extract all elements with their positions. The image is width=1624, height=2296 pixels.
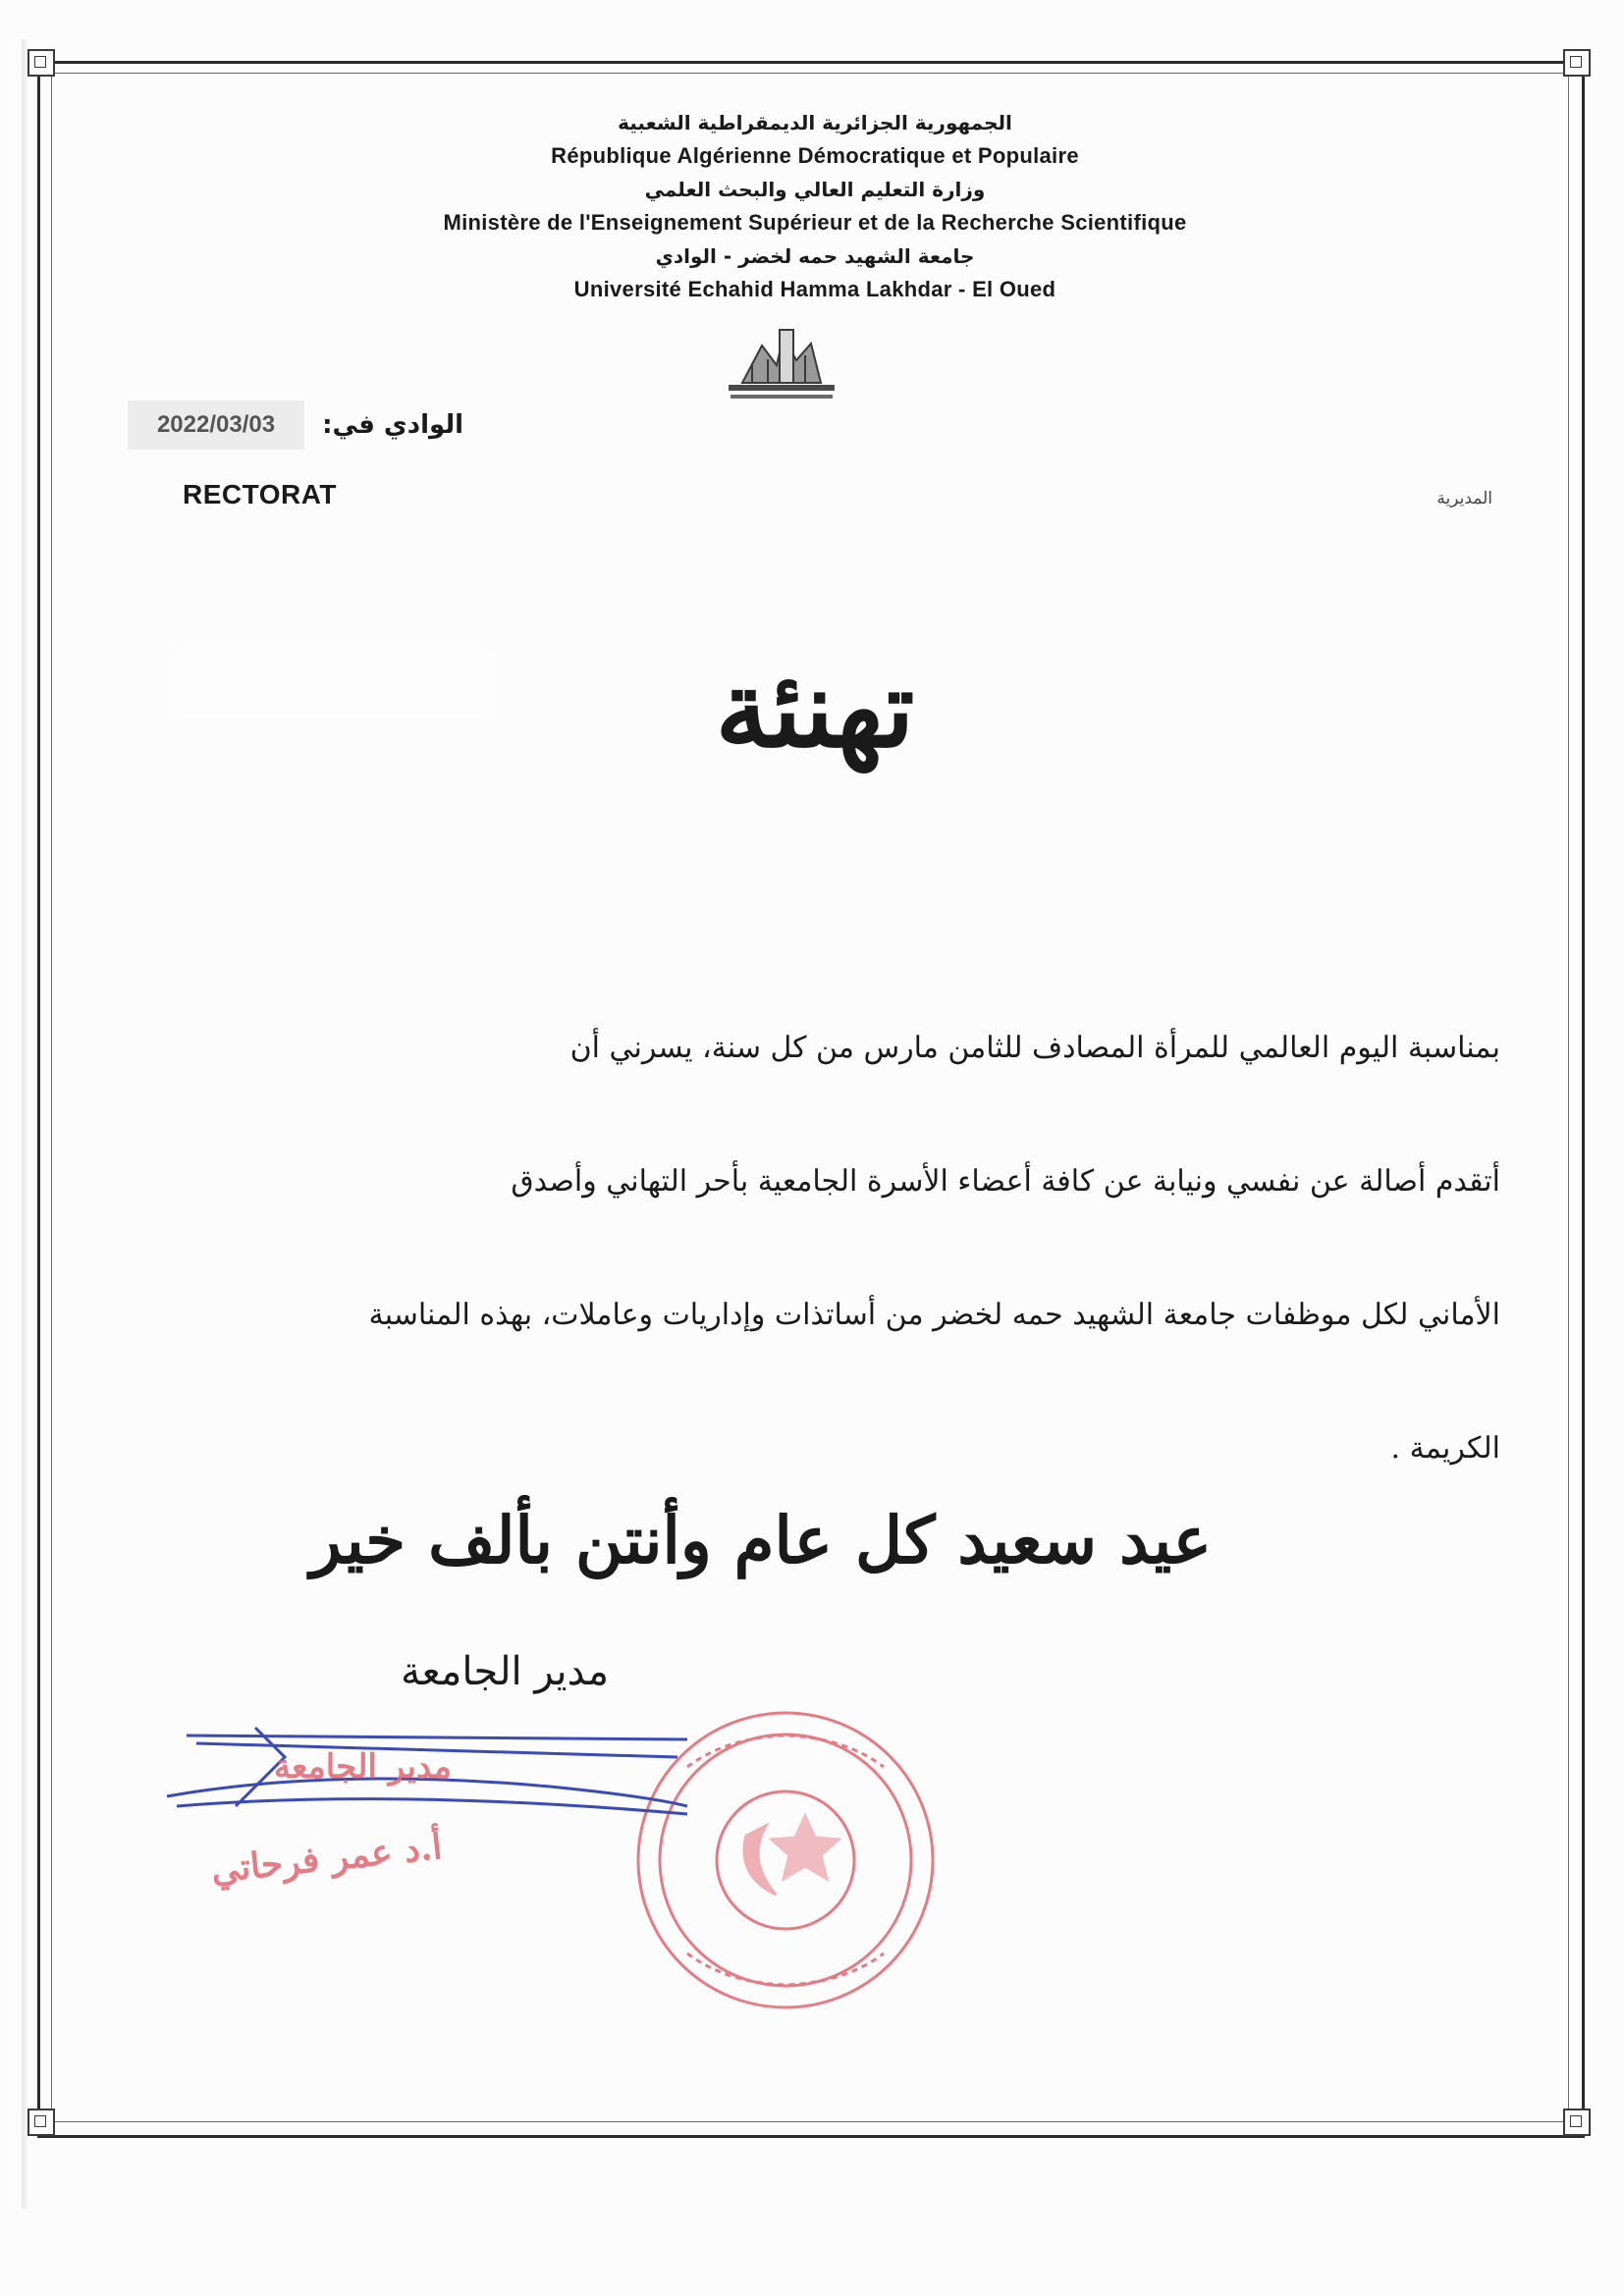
header-republic-fr: République Algérienne Démocratique et Populaire xyxy=(551,143,1079,168)
greeting-wish: عيد سعيد كل عام وأنتن بألف خير xyxy=(309,1502,1213,1578)
header-university-fr: Université Echahid Hamma Lakhdar - El Oued xyxy=(573,277,1056,301)
signatory-title: مدير الجامعة xyxy=(401,1649,609,1694)
letterhead xyxy=(295,106,1335,306)
date-row xyxy=(128,400,520,450)
scan-edge xyxy=(22,39,27,2209)
header-ministry-fr: Ministère de l'Enseignement Supérieur et de la Recherche Scientifique xyxy=(443,210,1187,235)
date-label: الوادي في: xyxy=(322,410,463,440)
body-line: بمناسبة اليوم العالمي للمرأة المصادف للثامن مارس من كل سنة، يسرني أن xyxy=(569,1031,1500,1065)
corner-ornament xyxy=(27,49,55,77)
stamp-title: مدير الجامعة xyxy=(273,1747,452,1787)
header-republic-ar: الجمهورية الجزائرية الديمقراطية الشعبية xyxy=(618,111,1012,134)
document-title: تهنئة xyxy=(715,648,915,772)
corner-ornament xyxy=(1563,2109,1591,2136)
redacted-area xyxy=(177,648,491,717)
body-line: الكريمة . xyxy=(1390,1431,1500,1466)
corner-ornament xyxy=(1563,49,1591,77)
date-value: 2022/03/03 xyxy=(128,400,304,450)
corner-ornament xyxy=(27,2109,55,2136)
header-ministry-ar: وزارة التعليم العالي والبحث العلمي xyxy=(644,178,986,201)
header-university-ar: جامعة الشهيد حمه لخضر - الوادي xyxy=(655,244,975,268)
body-line: أتقدم أصالة عن نفسي ونيابة عن كافة أعضاء الأسرة الجامعية بأحر التهاني وأصدق xyxy=(511,1164,1500,1199)
directorate-label: المديرية xyxy=(1436,489,1492,508)
body-line: الأماني لكل موظفات جامعة الشهيد حمه لخضر من أساتذات وإداريات وعاملات، بهذه المناسبة xyxy=(368,1298,1500,1332)
stamp-name: أ.د عمر فرحاتي xyxy=(208,1826,445,1892)
rectorat-label: RECTORAT xyxy=(183,479,337,509)
letter-body xyxy=(126,982,1500,1516)
university-logo xyxy=(723,316,840,404)
